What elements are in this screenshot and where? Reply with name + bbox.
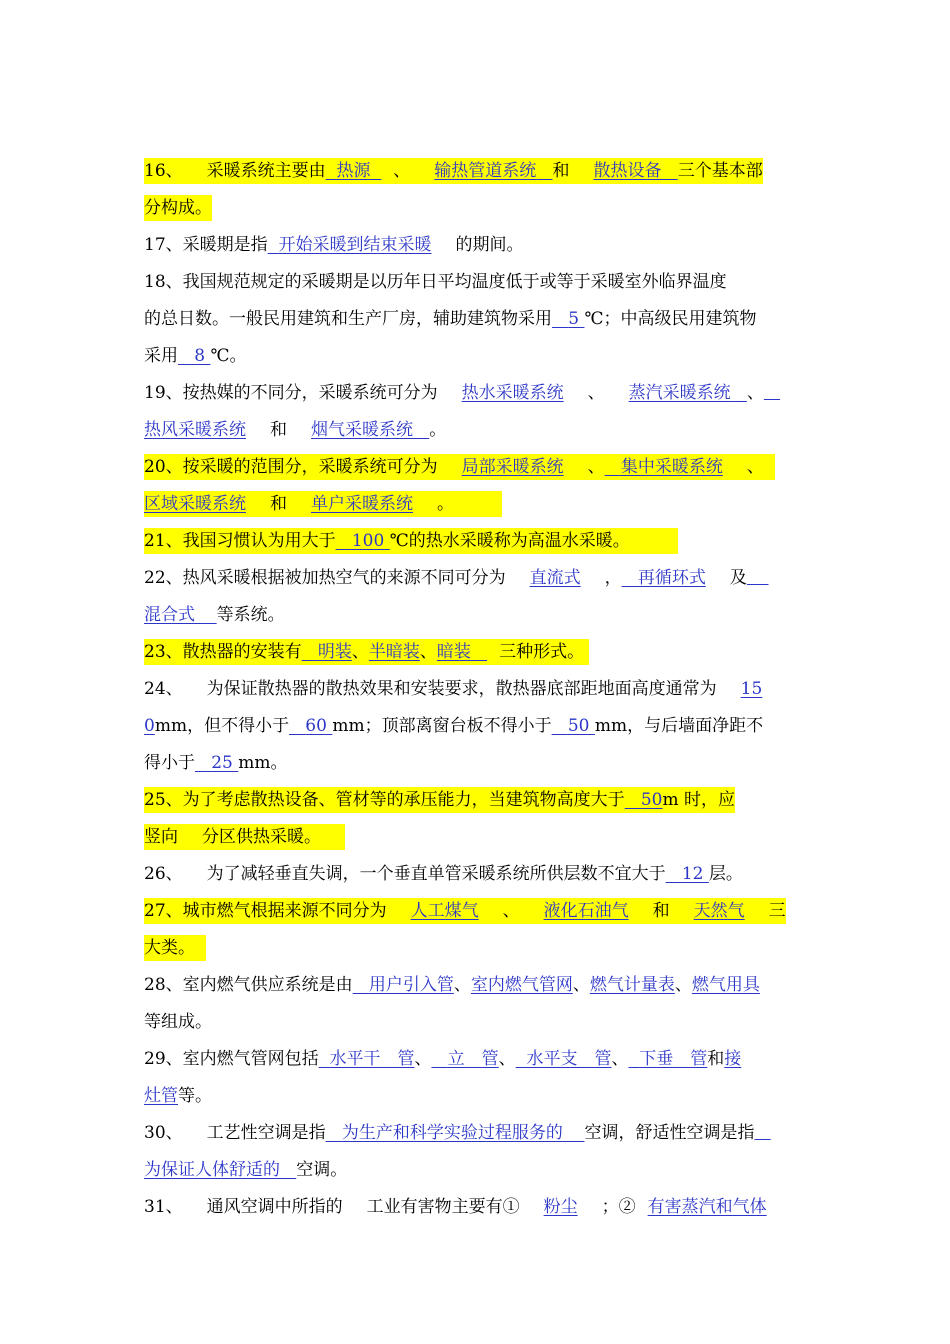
text: 、 (572, 975, 590, 995)
q25-line-2 (144, 819, 810, 856)
q18-line-2 (144, 301, 810, 338)
answer-blank: 烟气采暖系统 (311, 420, 413, 440)
text: 、我国习惯认为用大于 (165, 531, 336, 551)
highlight (144, 639, 589, 665)
text: mm，与后墙面净距不 (594, 716, 764, 736)
text: 工业有害物主要有① (366, 1197, 520, 1217)
text: ， (604, 568, 622, 588)
answer-blank: 区域采暖系统 (144, 494, 246, 514)
text: 、 (393, 161, 411, 181)
text: mm，但不得小于 (154, 716, 290, 736)
answer-blank: 室内燃气管网 (470, 975, 573, 995)
answer-blank: 输热管道系统 (434, 161, 537, 181)
question-number: 28 (144, 975, 166, 995)
highlight (144, 528, 678, 554)
answer-blank: 灶管 (144, 1086, 178, 1106)
answer-blank: 半暗装 (368, 642, 420, 662)
text: ；② (601, 1197, 636, 1217)
answer-blank: 25 (211, 753, 233, 773)
q19-line-1 (144, 375, 810, 412)
q23-line (144, 634, 810, 671)
text: 、 (453, 975, 471, 995)
answer-blank: 热水采暖系统 (461, 383, 564, 403)
answer-blank: 5 (568, 309, 580, 329)
question-number: 16、 (144, 161, 183, 181)
question-number: 17、 (144, 235, 183, 255)
text: 为了减轻垂直失调，一个垂直单管采暖系统所供层数不宜大于 (206, 864, 666, 884)
q28-line-1 (144, 967, 810, 1004)
text: 得小于 (144, 753, 195, 773)
answer-blank: 燃气用具 (691, 975, 760, 995)
text: 和 (270, 494, 287, 514)
text: 、 (746, 457, 764, 477)
text: 竖向 (144, 827, 178, 847)
text: 空调，舒适性空调是指 (584, 1123, 755, 1143)
q29-line-1 (144, 1041, 810, 1078)
text: 、 (587, 383, 605, 403)
highlight (144, 195, 212, 221)
highlight (144, 824, 345, 850)
answer-blank (754, 1123, 770, 1143)
text: 采暖系统主要由 (206, 161, 326, 181)
question-number: 26、 (144, 864, 183, 884)
text: 及 (729, 568, 747, 588)
question-number: 25 (144, 790, 166, 810)
answer-blank: 水平干 管 (329, 1049, 415, 1069)
highlight (144, 787, 735, 813)
text: 、按热媒的不同分，采暖系统可分为 (165, 383, 438, 403)
text: 、 (611, 1049, 629, 1069)
answer-blank: 热源 (336, 161, 371, 181)
answer-blank (764, 383, 780, 403)
q18-line-3 (144, 338, 810, 375)
q18-line-1 (144, 264, 810, 301)
text: 。 (437, 494, 454, 514)
highlight (144, 158, 763, 184)
document-body (144, 153, 810, 1226)
q17-line (144, 227, 810, 264)
text: 、为了考虑散热设备、管材等的承压能力，当建筑物高度大于 (165, 790, 625, 810)
answer-blank: 15 (740, 679, 763, 699)
question-number: 31、 (144, 1197, 183, 1217)
text: 、 (746, 383, 764, 403)
text: 、 (414, 1049, 432, 1069)
text: 空调。 (296, 1160, 348, 1180)
q27-line-2 (144, 930, 810, 967)
answer-blank: 燃气计量表 (589, 975, 675, 995)
text: 等组成。 (144, 1012, 212, 1032)
answer-blank: 再循环式 (637, 568, 706, 588)
answer-blank (747, 568, 769, 588)
answer-blank: 立 管 (447, 1049, 499, 1069)
q25-line-1 (144, 782, 810, 819)
answer-blank: 直流式 (529, 568, 581, 588)
q16-line-1 (144, 153, 810, 190)
text: 分区供热采暖。 (202, 827, 321, 847)
question-number: 22 (144, 568, 166, 588)
text: 采用 (144, 346, 178, 366)
answer-blank: 为生产和科学实验过程服务的 (341, 1123, 563, 1143)
q27-line-1 (144, 893, 810, 930)
highlight (144, 898, 786, 924)
question-number: 23 (144, 642, 166, 662)
question-number: 18、 (144, 272, 183, 292)
question-number: 30、 (144, 1123, 183, 1143)
text: 三 (768, 901, 786, 921)
text: 等。 (178, 1086, 212, 1106)
question-number: 29 (144, 1049, 166, 1069)
q19-line-2 (144, 412, 810, 449)
question-number: 19 (144, 383, 166, 403)
text: mm。 (238, 753, 288, 773)
answer-blank: 开始采暖到结束采暖 (278, 235, 432, 255)
q24-line-1 (144, 671, 810, 708)
text: 、按采暖的范围分，采暖系统可分为 (165, 457, 438, 477)
q28-line-2 (144, 1004, 810, 1041)
answer-blank: 天然气 (693, 901, 745, 921)
answer-blank: 局部采暖系统 (461, 457, 564, 477)
answer-blank: 50 (567, 716, 590, 736)
text: 、室内燃气管网包括 (165, 1049, 319, 1069)
text: 三个基本部 (677, 161, 763, 181)
answer-blank: 热风采暖系统 (144, 420, 246, 440)
text: 等系统。 (216, 605, 285, 625)
text: 、散热器的安装有 (165, 642, 302, 662)
answer-blank: 液化石油气 (543, 901, 629, 921)
q24-line-2 (144, 708, 810, 745)
text: 、城市燃气根据来源不同分为 (165, 901, 387, 921)
answer-blank: 明装 (317, 642, 352, 662)
q29-line-2 (144, 1078, 810, 1115)
text: 、 (419, 642, 437, 662)
answer-blank: 下垂 管 (639, 1049, 708, 1069)
text: 我国规范规定的采暖期是以历年日平均温度低于或等于采暖室外临界温度 (182, 272, 727, 292)
text: 采暖期是指 (182, 235, 268, 255)
answer-blank: 用户引入管 (368, 975, 454, 995)
q26-line (144, 856, 810, 893)
answer-blank: 混合式 (144, 605, 195, 625)
text: mm；顶部离窗台板不得小于 (332, 716, 552, 736)
answer-blank: 集中采暖系统 (620, 457, 723, 477)
highlight (144, 935, 206, 961)
text: ℃的热水采暖称为高温水采暖。 (389, 531, 630, 551)
text: ℃；中高级民用建筑物 (584, 309, 757, 329)
text: 、 (498, 1049, 516, 1069)
text: 为保证散热器的散热效果和安装要求，散热器底部距地面高度通常为 (206, 679, 717, 699)
text: 、室内燃气供应系统是由 (165, 975, 353, 995)
highlight (144, 491, 502, 517)
question-number: 24、 (144, 679, 183, 699)
text: 、 (351, 642, 369, 662)
text: 、 (587, 457, 605, 477)
text: 通风空调中所指的 (206, 1197, 343, 1217)
q30-line-1 (144, 1115, 810, 1152)
text: 、 (674, 975, 692, 995)
text: 的期间。 (455, 235, 524, 255)
answer-blank: 暗装 (436, 642, 471, 662)
answer-blank: 有害蒸汽和气体 (647, 1197, 767, 1217)
answer-blank: 50 (640, 790, 663, 810)
answer-blank: 蒸汽采暖系统 (628, 383, 731, 403)
text: 工艺性空调是指 (206, 1123, 326, 1143)
highlight (144, 454, 775, 480)
text: 三种形式。 (499, 642, 585, 662)
q20-line-1 (144, 449, 810, 486)
text: 大类。 (144, 938, 195, 958)
q30-line-2 (144, 1152, 810, 1189)
text: 。 (429, 420, 447, 440)
answer-blank: 散热设备 (593, 161, 662, 181)
q16-line-2 (144, 190, 810, 227)
answer-blank: 粉尘 (543, 1197, 578, 1217)
answer-blank: 接 (724, 1049, 742, 1069)
text: 层。 (708, 864, 743, 884)
answer-blank: 为保证人体舒适的 (144, 1160, 280, 1180)
answer-blank: 12 (681, 864, 704, 884)
text: 的总日数。一般民用建筑和生产厂房，辅助建筑物采用 (144, 309, 552, 329)
q22-line-2 (144, 597, 810, 634)
text: 和 (552, 161, 570, 181)
answer-blank: 人工煤气 (410, 901, 479, 921)
text: m 时，应 (662, 790, 736, 810)
question-number: 21 (144, 531, 166, 551)
answer-blank: 0 (144, 716, 155, 736)
text: 、 (502, 901, 520, 921)
answer-blank: 8 (194, 346, 206, 366)
answer-blank: 单户采暖系统 (311, 494, 413, 514)
text: ℃。 (210, 346, 247, 366)
text: 和 (270, 420, 287, 440)
q22-line-1 (144, 560, 810, 597)
q21-line (144, 523, 810, 560)
text: 和 (652, 901, 670, 921)
q24-line-3 (144, 745, 810, 782)
question-number: 27 (144, 901, 166, 921)
text: 和 (707, 1049, 725, 1069)
q20-line-2 (144, 486, 810, 523)
text: 、热风采暖根据被加热空气的来源不同可分为 (165, 568, 506, 588)
question-number: 20 (144, 457, 166, 477)
answer-blank: 100 (351, 531, 385, 551)
text: 分构成。 (144, 198, 212, 218)
q31-line (144, 1189, 810, 1226)
answer-blank: 水平支 管 (526, 1049, 612, 1069)
answer-blank: 60 (305, 716, 327, 736)
